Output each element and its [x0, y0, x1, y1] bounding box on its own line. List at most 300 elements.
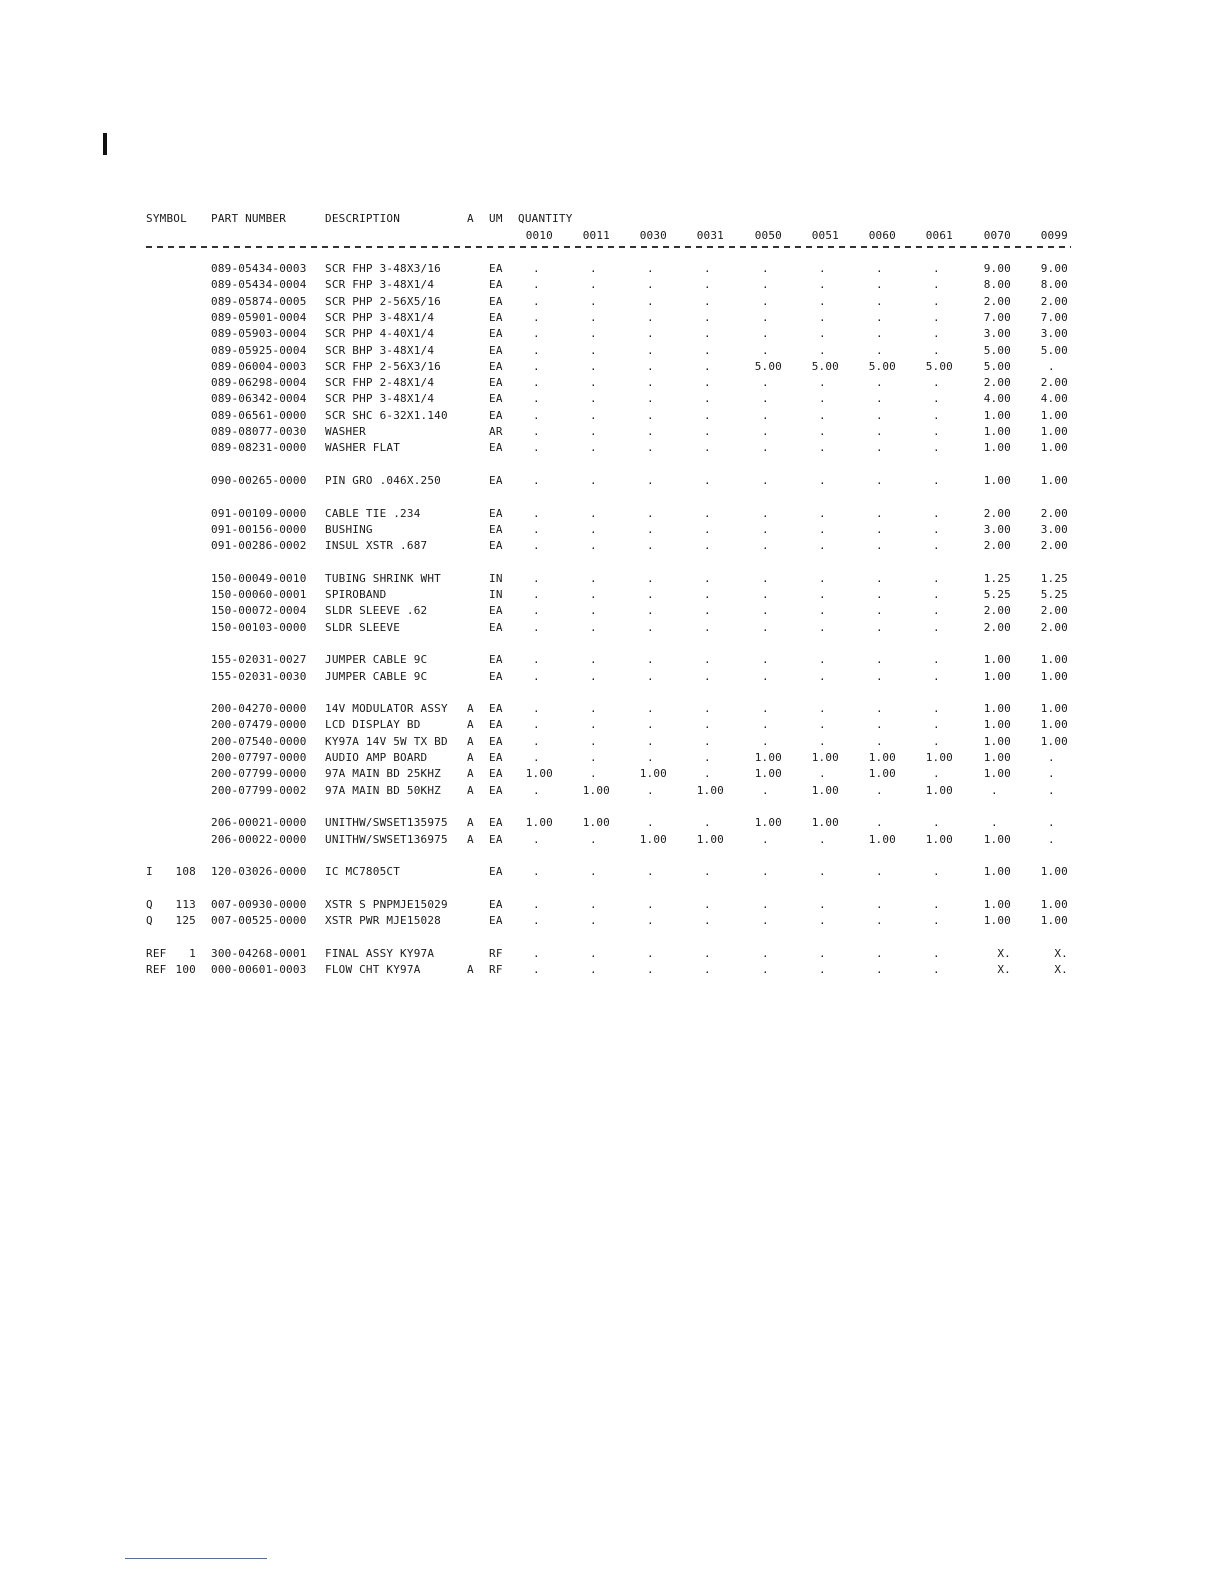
- row-qty-0060: .: [876, 392, 883, 405]
- row-qty-0030: .: [647, 735, 654, 748]
- row-description: UNITHW/SWSET135975: [325, 816, 448, 829]
- row-qty-0099: 4.00: [1040, 392, 1068, 405]
- row-description: FINAL ASSY KY97A: [325, 947, 435, 960]
- row-qty-0061: .: [933, 702, 940, 715]
- row-qty-0030: .: [647, 278, 654, 291]
- row-qty-0051: .: [819, 327, 826, 340]
- row-description: JUMPER CABLE 9C: [325, 653, 428, 666]
- row-qty-0031: .: [704, 751, 711, 764]
- row-qty-0031: .: [704, 572, 711, 585]
- row-qty-0030: .: [647, 653, 654, 666]
- row-part-number: 200-07799-0002: [211, 784, 307, 797]
- row-qty-0050: .: [762, 702, 769, 715]
- row-qty-0011: .: [590, 604, 597, 617]
- row-qty-0011: .: [590, 653, 597, 666]
- row-qty-0050: .: [762, 425, 769, 438]
- row-description: SCR PHP 2-56X5/16: [325, 295, 441, 308]
- row-qty-0030: .: [647, 572, 654, 585]
- row-qty-0030: .: [647, 376, 654, 389]
- row-qty-0011: .: [590, 507, 597, 520]
- row-qty-0030: .: [647, 507, 654, 520]
- row-um: EA: [489, 278, 503, 291]
- row-qty-0011: .: [590, 947, 597, 960]
- row-qty-0031: .: [704, 670, 711, 683]
- row-description: SLDR SLEEVE: [325, 621, 401, 634]
- row-qty-0031: .: [704, 295, 711, 308]
- row-um: EA: [489, 604, 503, 617]
- row-qty-0031: .: [704, 621, 711, 634]
- row-part-number: 007-00525-0000: [211, 914, 307, 927]
- row-qty-0099: 1.00: [1040, 898, 1068, 911]
- qty-column-header: 0061: [925, 229, 953, 242]
- row-qty-0070: 2.00: [983, 376, 1011, 389]
- row-symbol-number: 125: [175, 914, 196, 927]
- row-qty-0099: .: [1048, 751, 1055, 764]
- row-description: FLOW CHT KY97A: [325, 963, 421, 976]
- qty-column-header: 0051: [811, 229, 839, 242]
- row-qty-0099: 2.00: [1040, 507, 1068, 520]
- row-qty-0061: .: [933, 507, 940, 520]
- row-qty-0050: .: [762, 572, 769, 585]
- row-qty-0070: 1.00: [983, 718, 1011, 731]
- row-qty-0060: .: [876, 653, 883, 666]
- row-qty-0030: 1.00: [639, 767, 667, 780]
- row-description: INSUL XSTR .687: [325, 539, 428, 552]
- row-qty-0010: .: [533, 604, 540, 617]
- row-qty-0099: 2.00: [1040, 539, 1068, 552]
- row-qty-0010: 1.00: [525, 767, 553, 780]
- row-um: EA: [489, 751, 503, 764]
- row-qty-0050: .: [762, 865, 769, 878]
- row-qty-0011: .: [590, 278, 597, 291]
- row-um: EA: [489, 865, 503, 878]
- row-part-number: 089-06004-0003: [211, 360, 307, 373]
- row-qty-0031: .: [704, 767, 711, 780]
- row-qty-0031: .: [704, 344, 711, 357]
- row-qty-0061: .: [933, 588, 940, 601]
- row-qty-0011: .: [590, 767, 597, 780]
- row-qty-0099: 1.00: [1040, 441, 1068, 454]
- row-qty-0050: .: [762, 278, 769, 291]
- row-part-number: 089-06561-0000: [211, 409, 307, 422]
- row-qty-0010: .: [533, 392, 540, 405]
- row-qty-0031: .: [704, 539, 711, 552]
- row-qty-0051: .: [819, 898, 826, 911]
- row-qty-0051: .: [819, 670, 826, 683]
- row-description: 14V MODULATOR ASSY: [325, 702, 448, 715]
- row-qty-0051: .: [819, 409, 826, 422]
- row-a-flag: A: [467, 751, 474, 764]
- row-qty-0011: .: [590, 718, 597, 731]
- row-qty-0099: X.: [1054, 963, 1068, 976]
- row-part-number: 150-00103-0000: [211, 621, 307, 634]
- header-description: DESCRIPTION: [325, 212, 401, 225]
- row-qty-0031: .: [704, 278, 711, 291]
- row-description: SCR PHP 4-40X1/4: [325, 327, 435, 340]
- row-qty-0051: .: [819, 507, 826, 520]
- row-qty-0030: .: [647, 523, 654, 536]
- row-qty-0030: .: [647, 898, 654, 911]
- row-qty-0050: .: [762, 588, 769, 601]
- row-qty-0011: .: [590, 262, 597, 275]
- row-part-number: 200-07540-0000: [211, 735, 307, 748]
- row-qty-0070: 4.00: [983, 392, 1011, 405]
- row-description: WASHER: [325, 425, 366, 438]
- row-qty-0030: .: [647, 816, 654, 829]
- row-qty-0061: .: [933, 816, 940, 829]
- row-qty-0030: .: [647, 947, 654, 960]
- row-qty-0010: .: [533, 588, 540, 601]
- row-qty-0099: 1.00: [1040, 914, 1068, 927]
- row-qty-0031: .: [704, 523, 711, 536]
- row-a-flag: A: [467, 963, 474, 976]
- row-qty-0060: .: [876, 718, 883, 731]
- row-qty-0010: .: [533, 572, 540, 585]
- row-qty-0010: .: [533, 621, 540, 634]
- row-description: SCR FHP 3-48X3/16: [325, 262, 441, 275]
- row-qty-0070: 1.00: [983, 702, 1011, 715]
- row-um: EA: [489, 702, 503, 715]
- row-qty-0099: X.: [1054, 947, 1068, 960]
- row-qty-0031: 1.00: [696, 833, 724, 846]
- row-qty-0099: 5.25: [1040, 588, 1068, 601]
- row-part-number: 120-03026-0000: [211, 865, 307, 878]
- row-qty-0050: 1.00: [754, 816, 782, 829]
- row-qty-0061: .: [933, 572, 940, 585]
- row-qty-0070: 1.00: [983, 425, 1011, 438]
- row-qty-0060: .: [876, 523, 883, 536]
- row-part-number: 200-07479-0000: [211, 718, 307, 731]
- row-qty-0061: .: [933, 604, 940, 617]
- row-um: EA: [489, 327, 503, 340]
- row-qty-0050: .: [762, 604, 769, 617]
- row-part-number: 089-05901-0004: [211, 311, 307, 324]
- row-qty-0011: 1.00: [582, 784, 610, 797]
- row-description: SCR BHP 3-48X1/4: [325, 344, 435, 357]
- row-qty-0011: .: [590, 409, 597, 422]
- row-a-flag: A: [467, 816, 474, 829]
- row-symbol: REF: [146, 947, 167, 960]
- row-qty-0050: .: [762, 670, 769, 683]
- row-qty-0060: .: [876, 425, 883, 438]
- row-qty-0010: .: [533, 865, 540, 878]
- row-qty-0061: .: [933, 621, 940, 634]
- row-qty-0011: .: [590, 833, 597, 846]
- row-qty-0050: .: [762, 539, 769, 552]
- row-qty-0060: .: [876, 278, 883, 291]
- row-qty-0031: .: [704, 735, 711, 748]
- row-qty-0050: .: [762, 784, 769, 797]
- row-um: EA: [489, 409, 503, 422]
- row-part-number: 206-00022-0000: [211, 833, 307, 846]
- row-part-number: 089-05903-0004: [211, 327, 307, 340]
- row-qty-0050: .: [762, 295, 769, 308]
- row-qty-0060: .: [876, 963, 883, 976]
- row-qty-0060: .: [876, 262, 883, 275]
- row-qty-0061: .: [933, 295, 940, 308]
- row-qty-0011: .: [590, 327, 597, 340]
- row-qty-0031: .: [704, 604, 711, 617]
- row-qty-0050: .: [762, 262, 769, 275]
- row-qty-0010: .: [533, 751, 540, 764]
- qty-column-header: 0011: [582, 229, 610, 242]
- row-qty-0010: .: [533, 947, 540, 960]
- row-qty-0050: 1.00: [754, 767, 782, 780]
- row-qty-0061: .: [933, 914, 940, 927]
- row-qty-0010: .: [533, 523, 540, 536]
- row-description: SCR FHP 3-48X1/4: [325, 278, 435, 291]
- row-part-number: 155-02031-0030: [211, 670, 307, 683]
- row-qty-0051: .: [819, 523, 826, 536]
- row-qty-0061: .: [933, 653, 940, 666]
- row-qty-0070: .: [991, 784, 998, 797]
- row-qty-0061: .: [933, 539, 940, 552]
- row-qty-0051: .: [819, 947, 826, 960]
- row-qty-0060: 1.00: [868, 767, 896, 780]
- row-description: XSTR S PNPMJE15029: [325, 898, 448, 911]
- qty-column-header: 0030: [639, 229, 667, 242]
- row-qty-0060: .: [876, 539, 883, 552]
- row-qty-0030: .: [647, 751, 654, 764]
- row-qty-0099: 3.00: [1040, 327, 1068, 340]
- row-qty-0070: 2.00: [983, 507, 1011, 520]
- row-qty-0060: .: [876, 816, 883, 829]
- row-qty-0050: .: [762, 718, 769, 731]
- row-um: EA: [489, 898, 503, 911]
- row-qty-0031: .: [704, 409, 711, 422]
- row-qty-0030: .: [647, 702, 654, 715]
- row-qty-0051: .: [819, 278, 826, 291]
- row-part-number: 089-05874-0005: [211, 295, 307, 308]
- row-qty-0060: .: [876, 784, 883, 797]
- row-qty-0030: .: [647, 344, 654, 357]
- row-um: EA: [489, 523, 503, 536]
- row-description: XSTR PWR MJE15028: [325, 914, 441, 927]
- row-qty-0099: .: [1048, 833, 1055, 846]
- row-part-number: 150-00049-0010: [211, 572, 307, 585]
- row-symbol-number: 108: [175, 865, 196, 878]
- row-qty-0061: 1.00: [925, 833, 953, 846]
- row-um: EA: [489, 784, 503, 797]
- row-qty-0050: .: [762, 327, 769, 340]
- row-qty-0030: .: [647, 425, 654, 438]
- row-qty-0099: 1.00: [1040, 735, 1068, 748]
- row-qty-0011: .: [590, 311, 597, 324]
- row-qty-0050: .: [762, 898, 769, 911]
- header-um: UM: [489, 212, 503, 225]
- row-qty-0070: 3.00: [983, 327, 1011, 340]
- row-qty-0061: .: [933, 865, 940, 878]
- row-um: EA: [489, 653, 503, 666]
- row-qty-0011: .: [590, 523, 597, 536]
- row-qty-0010: .: [533, 311, 540, 324]
- row-qty-0011: .: [590, 914, 597, 927]
- row-qty-0060: .: [876, 327, 883, 340]
- row-qty-0010: .: [533, 735, 540, 748]
- row-qty-0061: .: [933, 474, 940, 487]
- row-qty-0051: .: [819, 311, 826, 324]
- row-qty-0070: 1.00: [983, 751, 1011, 764]
- row-part-number: 300-04268-0001: [211, 947, 307, 960]
- row-qty-0011: .: [590, 735, 597, 748]
- row-qty-0070: 1.00: [983, 898, 1011, 911]
- row-qty-0030: .: [647, 963, 654, 976]
- row-qty-0050: .: [762, 833, 769, 846]
- row-qty-0050: .: [762, 914, 769, 927]
- row-qty-0051: .: [819, 702, 826, 715]
- row-qty-0099: .: [1048, 816, 1055, 829]
- row-qty-0030: .: [647, 914, 654, 927]
- row-qty-0030: .: [647, 311, 654, 324]
- row-um: EA: [489, 735, 503, 748]
- row-qty-0010: .: [533, 914, 540, 927]
- row-qty-0070: 5.00: [983, 344, 1011, 357]
- row-qty-0060: .: [876, 474, 883, 487]
- row-qty-0061: .: [933, 425, 940, 438]
- row-qty-0011: .: [590, 572, 597, 585]
- row-qty-0011: .: [590, 474, 597, 487]
- row-qty-0010: .: [533, 963, 540, 976]
- row-qty-0051: .: [819, 425, 826, 438]
- row-qty-0051: .: [819, 735, 826, 748]
- row-qty-0011: .: [590, 392, 597, 405]
- row-qty-0010: .: [533, 653, 540, 666]
- row-qty-0031: .: [704, 392, 711, 405]
- row-um: EA: [489, 311, 503, 324]
- row-qty-0030: .: [647, 865, 654, 878]
- row-qty-0051: .: [819, 718, 826, 731]
- row-um: EA: [489, 376, 503, 389]
- row-a-flag: A: [467, 767, 474, 780]
- row-qty-0061: .: [933, 735, 940, 748]
- row-qty-0030: .: [647, 295, 654, 308]
- row-qty-0060: .: [876, 311, 883, 324]
- row-qty-0011: .: [590, 539, 597, 552]
- row-qty-0061: .: [933, 523, 940, 536]
- row-qty-0031: .: [704, 474, 711, 487]
- row-part-number: 150-00060-0001: [211, 588, 307, 601]
- row-um: EA: [489, 539, 503, 552]
- row-qty-0061: 5.00: [925, 360, 953, 373]
- header-quantity: QUANTITY: [518, 212, 573, 225]
- row-qty-0070: 1.00: [983, 474, 1011, 487]
- row-qty-0061: .: [933, 718, 940, 731]
- row-part-number: 089-05925-0004: [211, 344, 307, 357]
- row-a-flag: A: [467, 784, 474, 797]
- row-description: WASHER FLAT: [325, 441, 401, 454]
- row-qty-0070: 1.00: [983, 670, 1011, 683]
- row-qty-0051: .: [819, 295, 826, 308]
- row-part-number: 150-00072-0004: [211, 604, 307, 617]
- row-qty-0031: .: [704, 947, 711, 960]
- row-qty-0061: .: [933, 278, 940, 291]
- row-qty-0061: .: [933, 409, 940, 422]
- row-qty-0099: .: [1048, 784, 1055, 797]
- row-qty-0051: .: [819, 474, 826, 487]
- row-qty-0010: .: [533, 702, 540, 715]
- row-qty-0011: .: [590, 898, 597, 911]
- row-qty-0060: .: [876, 898, 883, 911]
- row-qty-0031: .: [704, 360, 711, 373]
- row-qty-0031: .: [704, 898, 711, 911]
- row-qty-0051: .: [819, 653, 826, 666]
- row-description: LCD DISPLAY BD: [325, 718, 421, 731]
- row-qty-0099: 2.00: [1040, 295, 1068, 308]
- row-description: SLDR SLEEVE .62: [325, 604, 428, 617]
- row-qty-0010: .: [533, 784, 540, 797]
- row-qty-0070: 3.00: [983, 523, 1011, 536]
- row-qty-0070: 2.00: [983, 539, 1011, 552]
- qty-column-header: 0070: [983, 229, 1011, 242]
- row-qty-0011: .: [590, 344, 597, 357]
- row-qty-0031: .: [704, 653, 711, 666]
- row-qty-0051: .: [819, 262, 826, 275]
- row-description: SCR FHP 2-56X3/16: [325, 360, 441, 373]
- row-qty-0051: .: [819, 914, 826, 927]
- row-um: EA: [489, 718, 503, 731]
- row-qty-0051: .: [819, 441, 826, 454]
- row-qty-0031: .: [704, 311, 711, 324]
- row-part-number: 091-00156-0000: [211, 523, 307, 536]
- row-um: EA: [489, 914, 503, 927]
- row-qty-0061: .: [933, 670, 940, 683]
- row-qty-0011: .: [590, 425, 597, 438]
- row-qty-0099: 1.00: [1040, 865, 1068, 878]
- row-qty-0061: .: [933, 441, 940, 454]
- row-qty-0010: .: [533, 262, 540, 275]
- row-qty-0050: .: [762, 621, 769, 634]
- row-qty-0070: 1.00: [983, 653, 1011, 666]
- qty-column-header: 0010: [525, 229, 553, 242]
- row-description: PIN GRO .046X.250: [325, 474, 441, 487]
- row-qty-0060: .: [876, 409, 883, 422]
- row-qty-0011: .: [590, 670, 597, 683]
- row-qty-0060: .: [876, 947, 883, 960]
- row-description: 97A MAIN BD 50KHZ: [325, 784, 441, 797]
- row-qty-0061: .: [933, 262, 940, 275]
- row-description: UNITHW/SWSET136975: [325, 833, 448, 846]
- row-qty-0060: .: [876, 507, 883, 520]
- row-qty-0050: .: [762, 947, 769, 960]
- qty-column-header: 0031: [696, 229, 724, 242]
- row-qty-0031: .: [704, 816, 711, 829]
- row-qty-0050: .: [762, 392, 769, 405]
- row-symbol-number: 113: [175, 898, 196, 911]
- row-part-number: 200-07799-0000: [211, 767, 307, 780]
- row-qty-0010: .: [533, 898, 540, 911]
- row-qty-0050: .: [762, 963, 769, 976]
- row-description: SCR PHP 3-48X1/4: [325, 392, 435, 405]
- row-description: SCR FHP 2-48X1/4: [325, 376, 435, 389]
- row-qty-0051: 1.00: [811, 751, 839, 764]
- row-um: EA: [489, 360, 503, 373]
- row-qty-0031: .: [704, 865, 711, 878]
- row-part-number: 155-02031-0027: [211, 653, 307, 666]
- row-qty-0060: .: [876, 441, 883, 454]
- row-qty-0070: 9.00: [983, 262, 1011, 275]
- row-qty-0070: 8.00: [983, 278, 1011, 291]
- row-qty-0051: .: [819, 392, 826, 405]
- row-qty-0061: .: [933, 344, 940, 357]
- row-qty-0070: 1.25: [983, 572, 1011, 585]
- row-qty-0050: .: [762, 441, 769, 454]
- row-qty-0010: .: [533, 360, 540, 373]
- row-qty-0031: 1.00: [696, 784, 724, 797]
- row-qty-0010: .: [533, 278, 540, 291]
- row-qty-0060: .: [876, 865, 883, 878]
- row-qty-0051: .: [819, 833, 826, 846]
- row-um: EA: [489, 474, 503, 487]
